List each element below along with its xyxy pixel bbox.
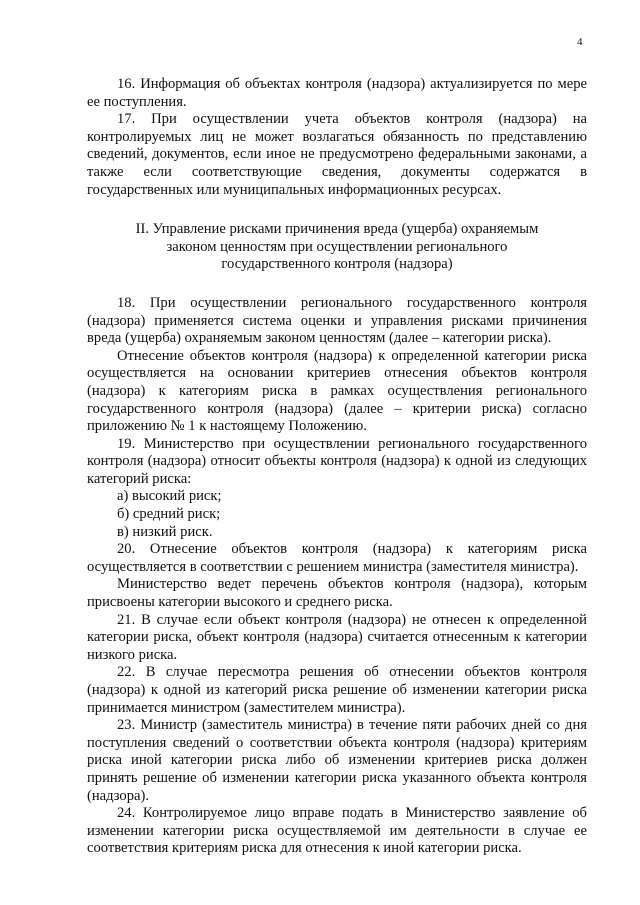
section-title-line: II. Управление рисками причинения вреда (ущерба) охраняемым [135,221,539,238]
section-title [87,221,587,274]
page-number: 4 [577,36,583,48]
paragraph-23: 23. Министр (заместитель министра) в течение пяти рабочих дней со дня поступления сведений о соответствии объекта контроля (надзора) критериям риска иной категории риска либо об изменении критериев риска должен принять решение об изменении категории риска указанного объекта контроля (надзора). [87,717,587,804]
risk-list-item-low: в) низкий риск. [117,523,213,540]
paragraph-22: 22. В случае пересмотра решения об отнесении объектов контроля (надзора) к одной из категорий риска решение об изменении категории риска принимается министром (заместителем министра). [87,664,587,716]
paragraph-21: 21. В случае если объект контроля (надзора) не отнесен к определенной категории риска, объект контроля (надзора) считается отнесенным к категории низкого риска. [87,611,587,663]
paragraph-17: 17. При осуществлении учета объектов контроля (надзора) на контролируемых лиц не может возлагаться обязанность по представлению сведений, документов, если иное не предусмотрено федеральными законами, а также если соответствующие сведения, документы содержатся в государственных или муниципальных информационных ресурсах. [87,111,587,198]
section-title-line: государственного контроля (надзора) [221,256,453,273]
paragraph-19: 19. Министерство при осуществлении регионального государственного контроля (надзора) относит объекты контроля (надзора) к одной из следующих категорий риска: [87,435,587,487]
section-title-line: законом ценностям при осуществлении регионального [166,238,508,255]
document-body [87,76,587,858]
paragraph-18-continued: Отнесение объектов контроля (надзора) к определенной категории риска осуществляется на основании критериев отнесения объектов контроля (надзора) к категориям риска в рамках осуществления регионального государственного контроля (надзора) (далее – критерии риска) согласно приложению № 1 к настоящему Положению. [87,347,587,435]
risk-list-item-high: а) высокий риск; [117,488,222,505]
paragraph-24: 24. Контролируемое лицо вправе подать в Министерство заявление об изменении категории риска осуществляемой им деятельности в случае ее соответствия критериям риска для отнесения к иной категории риска. [87,805,587,857]
risk-list-item-medium: б) средний риск; [117,506,221,523]
paragraph-20: 20. Отнесение объектов контроля (надзора) к категориям риска осуществляется в соответствии с решением министра (заместителя министра). [87,541,587,575]
paragraph-18: 18. При осуществлении регионального государственного контроля (надзора) применяется система оценки и управления рисками причинения вреда (ущерба) охраняемым законом ценностям (далее – категории риска). [87,294,587,347]
paragraph-16: 16. Информация об объектах контроля (надзора) актуализируется по мере ее поступления. [87,76,587,110]
paragraph-20-continued: Министерство ведет перечень объектов контроля (надзора), которым присвоены категории высокого и среднего риска. [87,576,587,611]
